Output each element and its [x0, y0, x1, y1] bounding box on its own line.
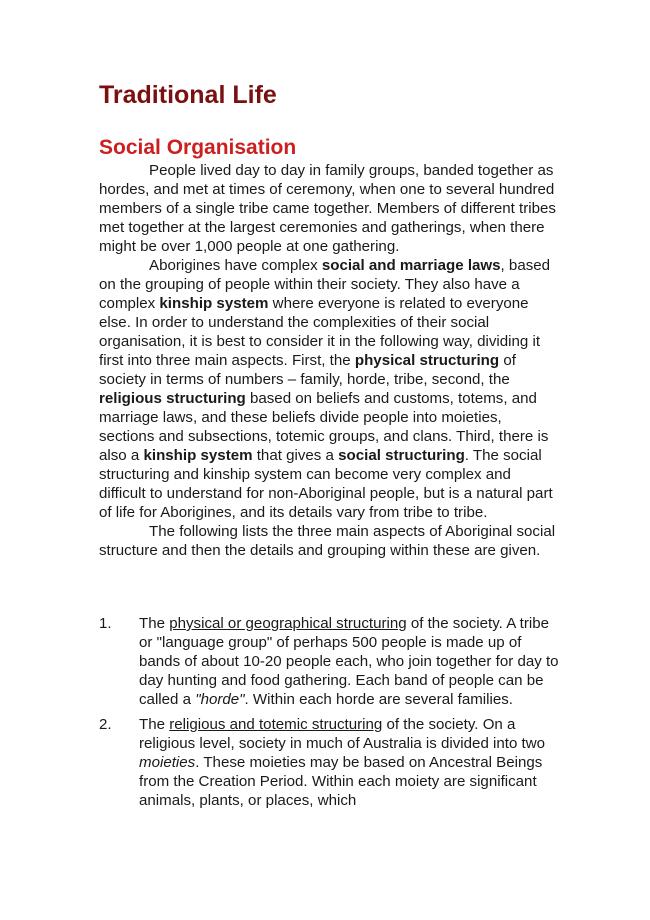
list-item-text: The — [139, 615, 170, 632]
list-item-text: . Within each horde are several families. — [244, 691, 513, 708]
paragraph-1: People lived day to day in family groups, banded together as hordes, and met at times of ceremony, when one to several hundred members of a single tribe came together. Members of different tribes met together at the largest ceremonies and gatherings, when there might be over 1,000 people at one gathering. — [99, 162, 556, 255]
p2-bold-social-structuring: social structuring — [338, 447, 465, 464]
p2-text-f: based on beliefs and customs, totems, and marriage laws, and these beliefs divide people into moieties, sections and subsections, totemic groups, and clans. Third, there is also a — [99, 390, 549, 464]
p2-bold-physical-structuring: physical structuring — [354, 352, 500, 369]
list-number: 1. — [99, 615, 112, 632]
section-heading: Social Organisation — [99, 136, 297, 159]
paragraph-3: The following lists the three main aspects of Aboriginal social structure and then the details and grouping within these are given. — [99, 523, 556, 559]
list-item-italic: "horde" — [195, 691, 245, 708]
page-title: Traditional Life — [99, 81, 277, 109]
p2-bold-kinship-system-2: kinship system — [143, 447, 253, 464]
p2-text-h: . The social structuring and kinship system can become very complex and difficult to understand for non-Aboriginal people, but is a natural part of life for Aborigines, and its details vary from tribe to tribe. — [99, 447, 553, 521]
p2-bold-social-marriage-laws: social and marriage laws — [321, 257, 501, 274]
numbered-list — [99, 614, 559, 810]
body-text — [99, 161, 559, 560]
list-item-underlined: religious and totemic structuring — [169, 716, 383, 733]
list-number: 2. — [99, 716, 112, 733]
list-item-text: of the society. A tribe or "language group" of perhaps 500 people is made up of bands of about 10-20 people each, who join together for day to day hunting and food gathering. Each band of people can be called a — [139, 615, 559, 708]
p2-bold-religious-structuring: religious structuring — [99, 390, 246, 407]
p2-bold-kinship-system: kinship system — [159, 295, 269, 312]
list-item-text: The — [139, 716, 170, 733]
p2-text-g: that gives a — [252, 447, 339, 464]
list-item — [99, 715, 559, 810]
paragraph-2 — [99, 256, 559, 522]
p2-text-d: where everyone is related to everyone else. In order to understand the complexities of their social organisation, it is best to consider it in the following way, dividing it first into three main aspects. First, the — [99, 295, 541, 369]
list-item-italic: moieties — [139, 754, 196, 771]
list-item — [99, 614, 559, 709]
list-item-text: . These moieties may be based on Ancestral Beings from the Creation Period. Within each moiety are significant animals, plants, or places, which — [139, 754, 543, 809]
list-item-text: of the society. On a religious level, society in much of Australia is divided into two — [139, 716, 546, 752]
list-item-underlined: physical or geographical structuring — [169, 615, 407, 632]
p2-text-a: Aborigines have complex — [149, 257, 322, 274]
p2-text-e: of society in terms of numbers – family, horde, tribe, second, the — [99, 352, 516, 388]
p2-text-c: , based on the grouping of people within their society. They also have a complex — [99, 257, 551, 312]
